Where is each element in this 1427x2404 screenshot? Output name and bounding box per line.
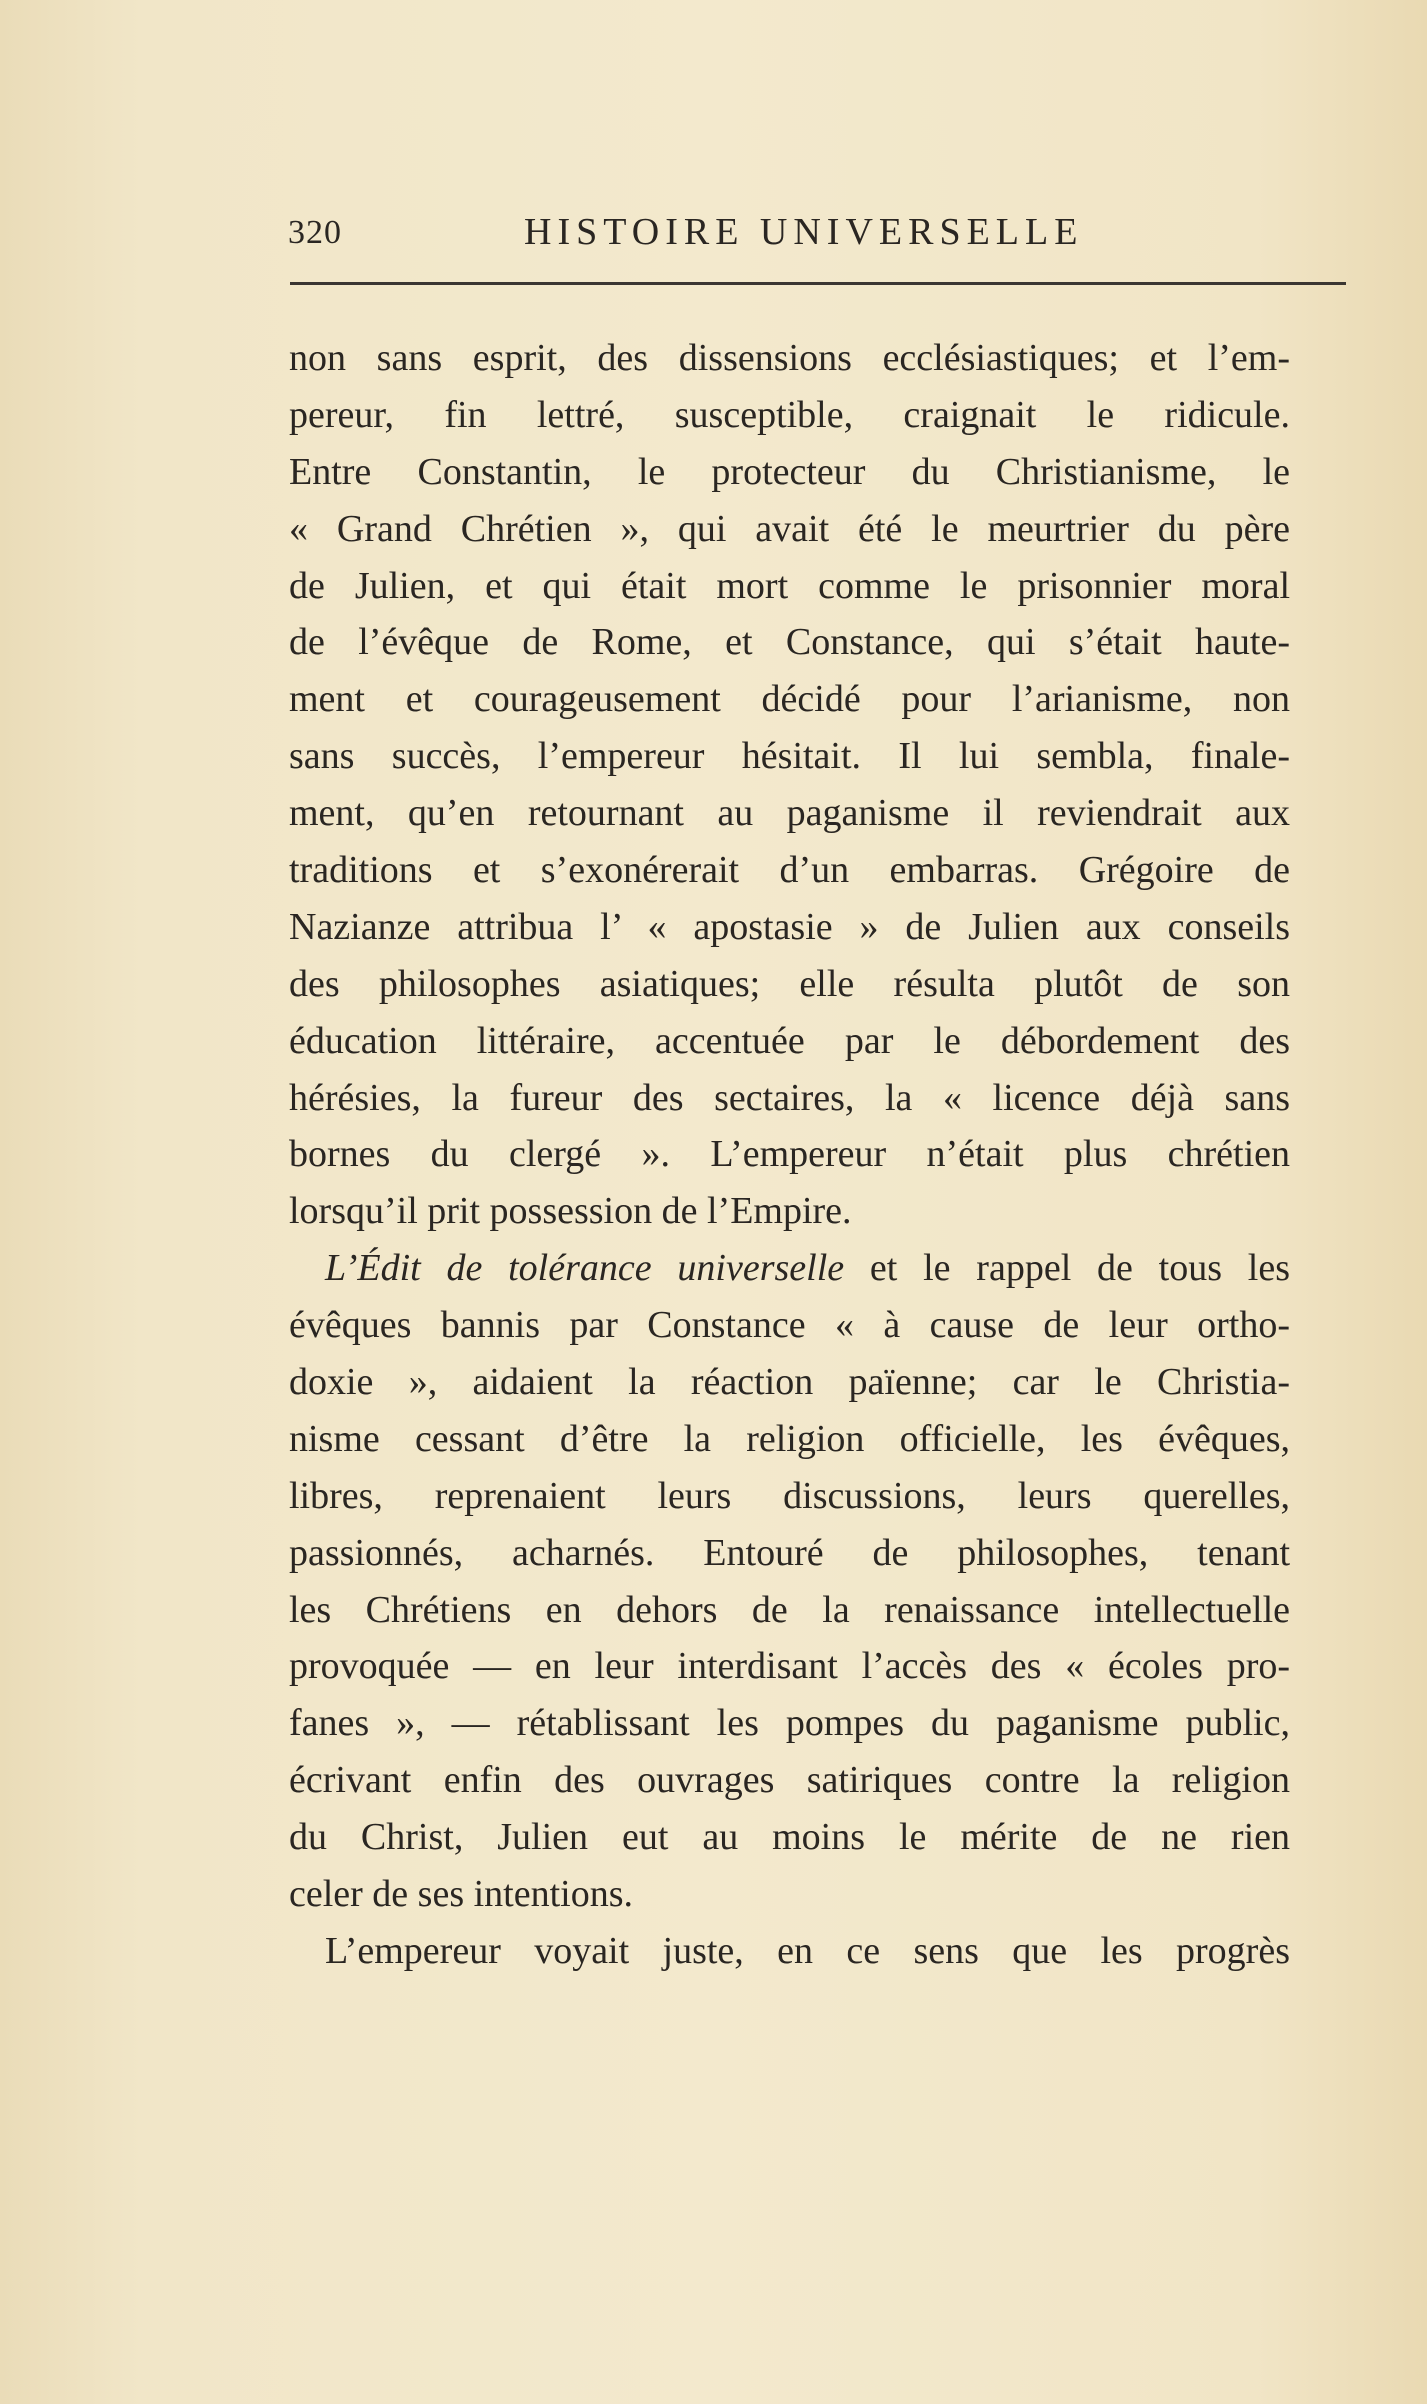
text-line: bornes du clergé ». L’empereur n’était plus chrétien: [289, 1133, 1290, 1176]
page-number: 320: [288, 214, 342, 251]
text-line: Nazianze attribua l’ « apostasie » de Julien aux conseils: [289, 905, 1290, 948]
text-line-last: celer de ses intentions.: [289, 1873, 634, 1916]
edict-title: L’Édit de tolérance universelle: [325, 1247, 845, 1290]
text-line: des philosophes asiatiques; elle résulta plutôt de son: [289, 962, 1290, 1005]
text-line: pereur, fin lettré, susceptible, craignait le ridicule.: [289, 393, 1290, 436]
text-line: non sans esprit, des dissensions ecclésiastiques; et l’em-: [289, 337, 1290, 379]
text-line: ment, qu’en retournant au paganisme il reviendrait aux: [289, 792, 1290, 835]
text-line-last: lorsqu’il prit possession de l’Empire.: [289, 1190, 852, 1233]
text-line: sans succès, l’empereur hésitait. Il lui sembla, finale-: [289, 735, 1290, 778]
text-line: évêques bannis par Constance « à cause de leur ortho-: [289, 1304, 1290, 1347]
text-line: hérésies, la fureur des sectaires, la « licence déjà sans: [289, 1076, 1290, 1119]
text-line: écrivant enfin des ouvrages satiriques contre la religion: [289, 1759, 1290, 1802]
text-line: doxie », aidaient la réaction païenne; car le Christia-: [289, 1361, 1290, 1404]
text-line: passionnés, acharnés. Entouré de philosophes, tenant: [289, 1531, 1290, 1574]
text-line: du Christ, Julien eut au moins le mérite de ne rien: [289, 1816, 1290, 1859]
text-line: de Julien, et qui était mort comme le prisonnier moral: [289, 564, 1290, 607]
body-text: [289, 330, 1290, 1980]
paragraph-start: L’empereur voyait juste, en ce sens que les progrès: [325, 1929, 1290, 1972]
text-line: libres, reprenaient leurs discussions, leurs querelles,: [289, 1474, 1290, 1517]
text-line: Entre Constantin, le protecteur du Christianisme, le: [289, 450, 1290, 493]
text-line: les Chrétiens en dehors de la renaissance intellectuelle: [289, 1588, 1290, 1631]
text-line: traditions et s’exonérerait d’un embarras. Grégoire de: [289, 849, 1290, 892]
page-header: [288, 210, 1346, 260]
text-line: provoquée — en leur interdisant l’accès des « écoles pro-: [289, 1645, 1290, 1688]
text-fragment: et le rappel de tous les: [869, 1247, 1291, 1290]
running-title: HISTOIRE UNIVERSELLE: [524, 211, 1084, 253]
header-rule: [290, 282, 1346, 285]
text-line: fanes », — rétablissant les pompes du paganisme public,: [289, 1702, 1290, 1745]
text-line: nisme cessant d’être la religion officielle, les évêques,: [289, 1417, 1290, 1460]
text-line: ment et courageusement décidé pour l’arianisme, non: [289, 678, 1290, 721]
text-line: « Grand Chrétien », qui avait été le meurtrier du père: [289, 507, 1290, 550]
text-line: éducation littéraire, accentuée par le débordement des: [289, 1019, 1290, 1062]
paragraph-start: [289, 1240, 1290, 1297]
text-line: de l’évêque de Rome, et Constance, qui s’était haute-: [289, 621, 1290, 664]
